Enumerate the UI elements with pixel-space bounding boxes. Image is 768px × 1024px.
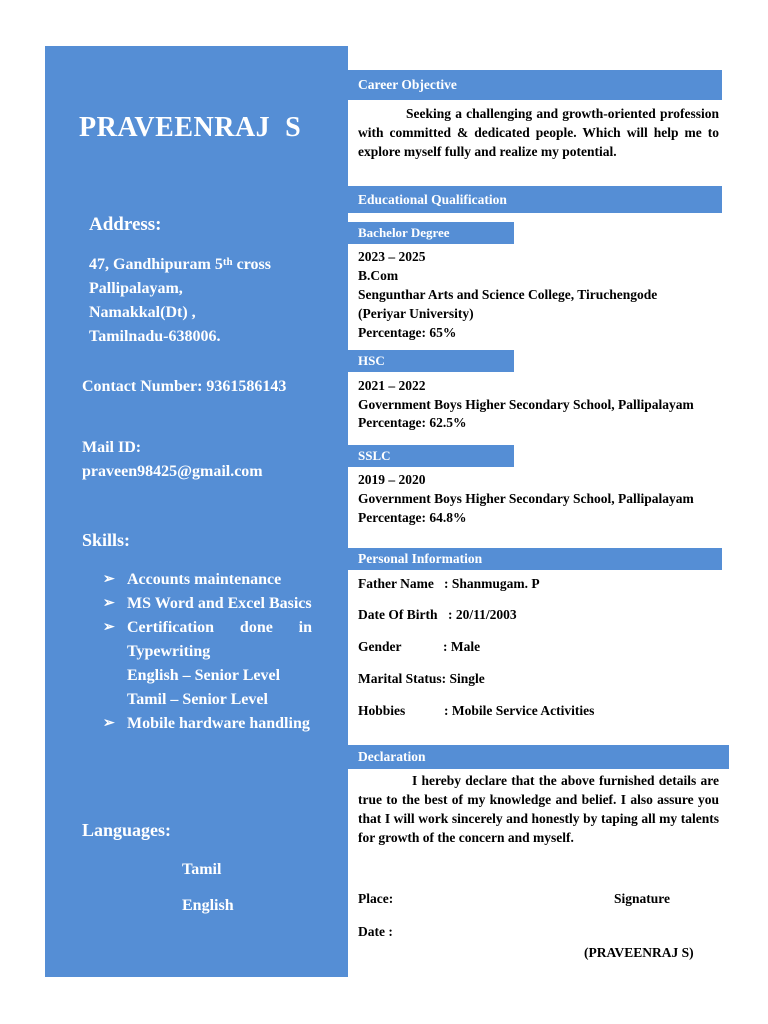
address-line-4: Tamilnadu-638006.: [89, 328, 221, 345]
signature-label: Signature: [614, 891, 671, 906]
skills-heading: Skills:: [82, 530, 131, 550]
mail-heading: Mail ID:: [82, 439, 142, 456]
date-label: Date :: [358, 924, 393, 939]
sslc-school: Government Boys Higher Secondary School, Pallipalayam: [358, 491, 694, 506]
language-item: English: [182, 897, 234, 914]
hsc-years: 2021 – 2022: [358, 378, 426, 393]
languages-heading: Languages:: [82, 820, 172, 840]
candidate-name: PRAVEENRAJ S: [79, 112, 302, 143]
bachelor-years: 2023 – 2025: [358, 249, 426, 264]
dob-row: Date Of Birth : 20/11/2003: [358, 607, 517, 622]
skills-list: [103, 568, 312, 736]
declaration-heading: Declaration: [348, 745, 729, 769]
education-heading: Educational Qualification: [348, 186, 722, 213]
arrow-bullet-icon: ➢: [103, 716, 115, 731]
address-line-1: 47, Gandhipuram 5th cross: [89, 256, 271, 273]
skill-item: ➢ MS Word and Excel Basics: [103, 592, 312, 616]
language-item: Tamil: [182, 861, 222, 878]
address-heading: Address:: [89, 214, 162, 235]
declaration-text: I hereby declare that the above furnished details are true to the best of my knowledge and belief. I also assure you that I will work sincerely and honestly by taping all my talents for growth of the concern and myself.: [358, 773, 719, 845]
arrow-bullet-icon: ➢: [103, 572, 115, 587]
skill-subitem: English – Senior Level: [127, 667, 281, 684]
skill-item: ➢ Mobile hardware handling: [103, 712, 312, 736]
hobbies-row: Hobbies : Mobile Service Activities: [358, 703, 595, 718]
place-label: Place:: [358, 891, 394, 906]
skill-item: ➢ Certification done in Typewriting: [103, 616, 312, 664]
bachelor-college: Sengunthar Arts and Science College, Tiruchengode: [358, 287, 658, 302]
sslc-percentage: Percentage: 64.8%: [358, 510, 467, 525]
father-name-row: Father Name : Shanmugam. P: [358, 576, 540, 591]
signer-name: (PRAVEENRAJ S): [584, 945, 694, 960]
address-block: [89, 253, 271, 349]
contact-number: Contact Number: 9361586143: [82, 378, 287, 395]
sslc-years: 2019 – 2020: [358, 472, 426, 487]
sslc-label: SSLC: [348, 445, 514, 467]
bachelor-degree: B.Com: [358, 268, 399, 283]
address-line-3: Namakkal(Dt) ,: [89, 304, 196, 321]
bachelor-degree-label: Bachelor Degree: [348, 222, 514, 244]
skill-subitem: Tamil – Senior Level: [127, 691, 268, 708]
sidebar: [45, 46, 348, 977]
career-objective-text: Seeking a challenging and growth-oriented profession with committed & dedicated people. Which will help me to explore myself fully and realize my potential.: [358, 106, 719, 159]
hsc-label: HSC: [348, 350, 514, 372]
arrow-bullet-icon: ➢: [103, 596, 115, 611]
bachelor-percentage: Percentage: 65%: [358, 325, 457, 340]
address-line-2: Pallipalayam,: [89, 280, 183, 297]
personal-info-heading: Personal Information: [348, 548, 722, 570]
gender-row: Gender : Male: [358, 639, 481, 654]
hsc-school: Government Boys Higher Secondary School, Pallipalayam: [358, 397, 694, 412]
marital-status-row: Marital Status: Single: [358, 671, 485, 686]
arrow-bullet-icon: ➢: [103, 620, 115, 635]
skill-item: ➢ Accounts maintenance: [103, 568, 312, 592]
hsc-percentage: Percentage: 62.5%: [358, 415, 467, 430]
mail-value: praveen98425@gmail.com: [82, 463, 263, 480]
career-objective-heading: Career Objective: [348, 70, 722, 100]
bachelor-university: (Periyar University): [358, 306, 474, 321]
